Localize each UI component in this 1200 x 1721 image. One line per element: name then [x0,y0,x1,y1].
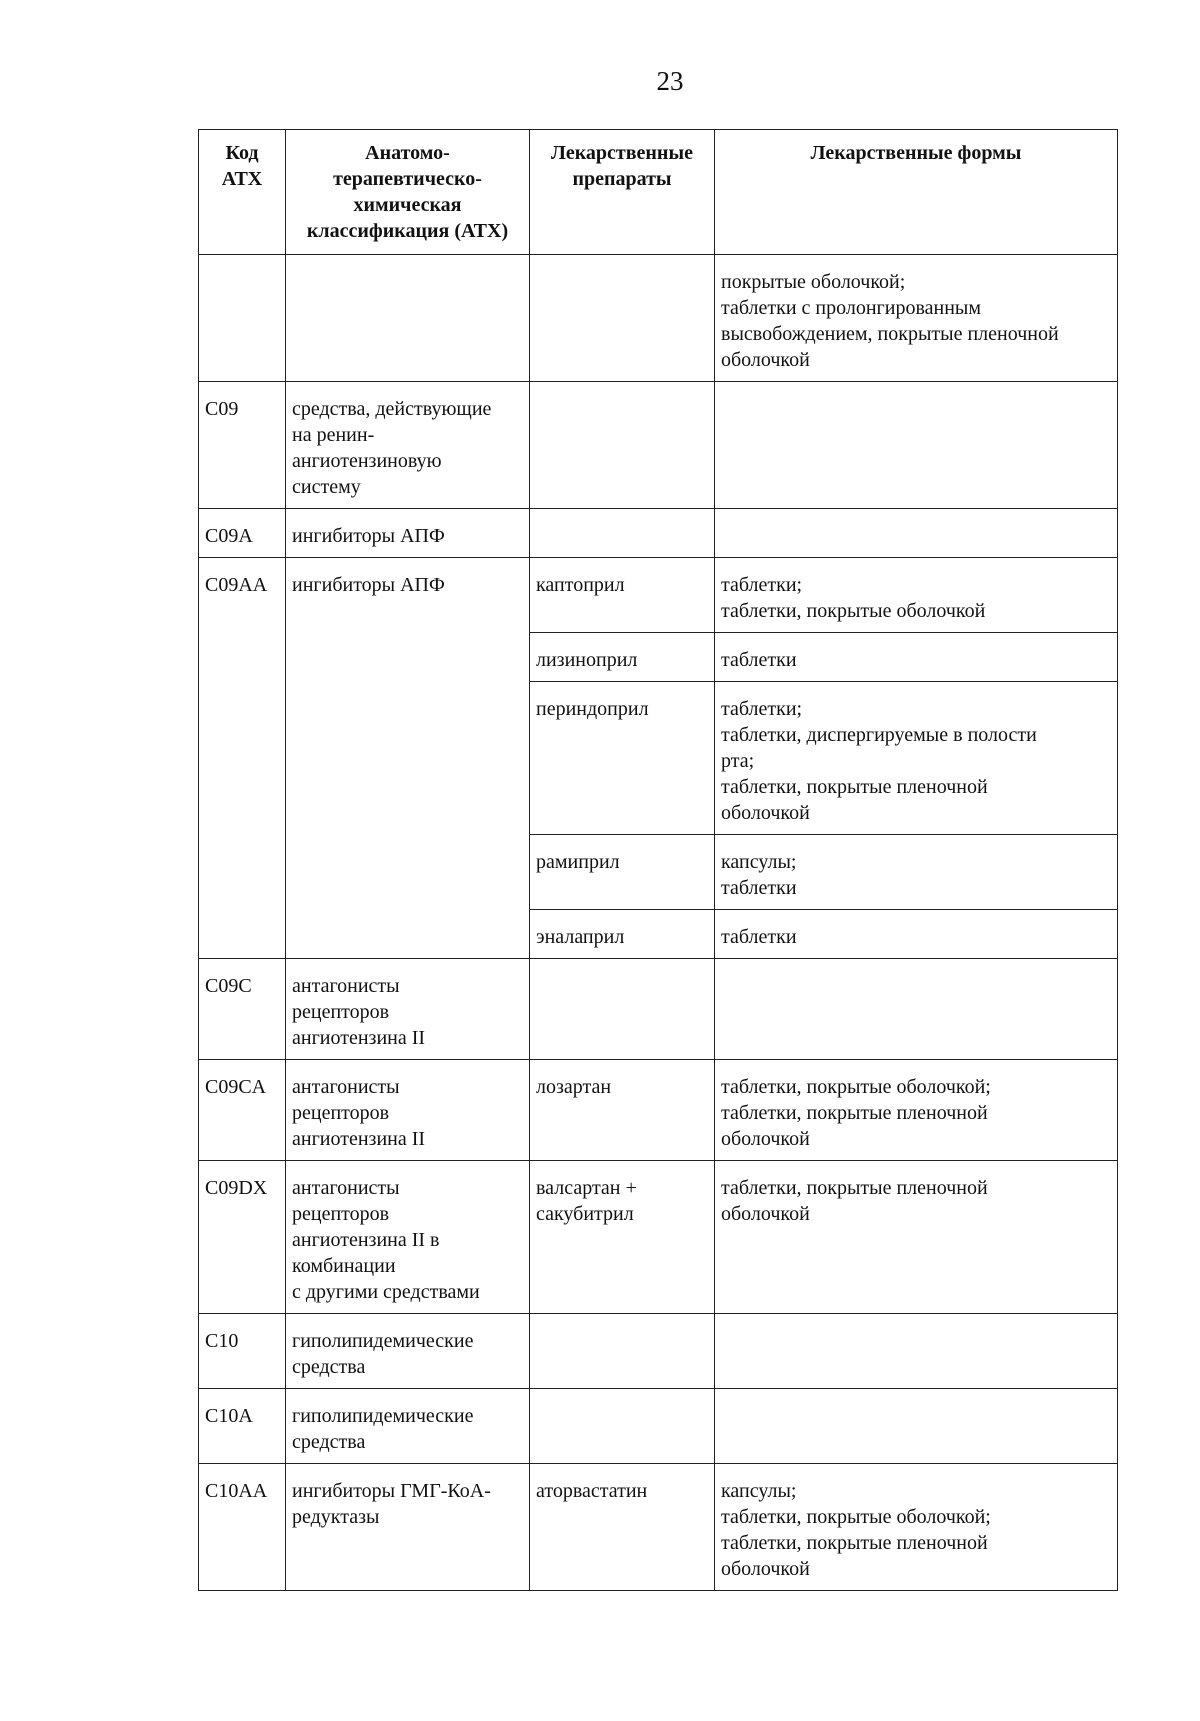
header-drugs: Лекарственные препараты [530,130,715,255]
header-row [199,130,1118,255]
class-cell: антагонисты рецепторов ангиотензина II в комбинации с другими средствами [286,1161,530,1314]
class-cell: антагонисты рецепторов ангиотензина II [286,1060,530,1161]
table-row [199,1389,1118,1464]
drug-cell [530,1389,715,1464]
form-cell [715,1389,1118,1464]
form-cell [715,509,1118,558]
class-cell: ингибиторы АПФ [286,509,530,558]
code-cell: C09AA [199,558,286,959]
drug-cell: лозартан [530,1060,715,1161]
drug-cell [530,255,715,382]
header-code: Код АТХ [199,130,286,255]
class-cell: средства, действующие на ренин- ангиотензиновую систему [286,382,530,509]
class-cell: ингибиторы АПФ [286,558,530,959]
drug-cell: рамиприл [530,835,715,910]
table-row [199,1314,1118,1389]
form-cell [715,382,1118,509]
table-row [199,1464,1118,1591]
form-cell: покрытые оболочкой; таблетки с пролонгированным высвобождением, покрытые пленочной оболочкой [715,255,1118,382]
table-row [199,509,1118,558]
form-cell: таблетки; таблетки, диспергируемые в полости рта; таблетки, покрытые пленочной оболочкой [715,682,1118,835]
form-cell: капсулы; таблетки [715,835,1118,910]
code-cell: C10A [199,1389,286,1464]
form-cell: таблетки, покрытые пленочной оболочкой [715,1161,1118,1314]
code-cell: C09 [199,382,286,509]
drug-cell: аторвастатин [530,1464,715,1591]
table-row [199,1060,1118,1161]
header-classification: Анатомо- терапевтическо- химическая классификация (АТХ) [286,130,530,255]
table-row [199,1161,1118,1314]
header-forms: Лекарственные формы [715,130,1118,255]
table-row [199,959,1118,1060]
drug-cell [530,509,715,558]
table-row [199,558,1118,633]
drug-cell [530,959,715,1060]
drug-cell: каптоприл [530,558,715,633]
atx-table [198,129,1118,1591]
code-cell: C10 [199,1314,286,1389]
form-cell: таблетки [715,633,1118,682]
page-number: 23 [656,66,684,96]
form-cell: капсулы; таблетки, покрытые оболочкой; таблетки, покрытые пленочной оболочкой [715,1464,1118,1591]
class-cell [286,255,530,382]
table-row [199,382,1118,509]
form-cell: таблетки [715,910,1118,959]
class-cell: гиполипидемические средства [286,1314,530,1389]
drug-cell: валсартан + сакубитрил [530,1161,715,1314]
code-cell [199,255,286,382]
class-cell: антагонисты рецепторов ангиотензина II [286,959,530,1060]
drug-cell [530,1314,715,1389]
form-cell: таблетки; таблетки, покрытые оболочкой [715,558,1118,633]
form-cell [715,959,1118,1060]
code-cell: C09CA [199,1060,286,1161]
code-cell: C09C [199,959,286,1060]
drug-cell: эналаприл [530,910,715,959]
code-cell: C09A [199,509,286,558]
table-row [199,255,1118,382]
form-cell [715,1314,1118,1389]
drug-cell: периндоприл [530,682,715,835]
code-cell: C10AA [199,1464,286,1591]
class-cell: ингибиторы ГМГ-КоА- редуктазы [286,1464,530,1591]
class-cell: гиполипидемические средства [286,1389,530,1464]
code-cell: C09DX [199,1161,286,1314]
form-cell: таблетки, покрытые оболочкой; таблетки, покрытые пленочной оболочкой [715,1060,1118,1161]
drug-cell: лизиноприл [530,633,715,682]
drug-cell [530,382,715,509]
